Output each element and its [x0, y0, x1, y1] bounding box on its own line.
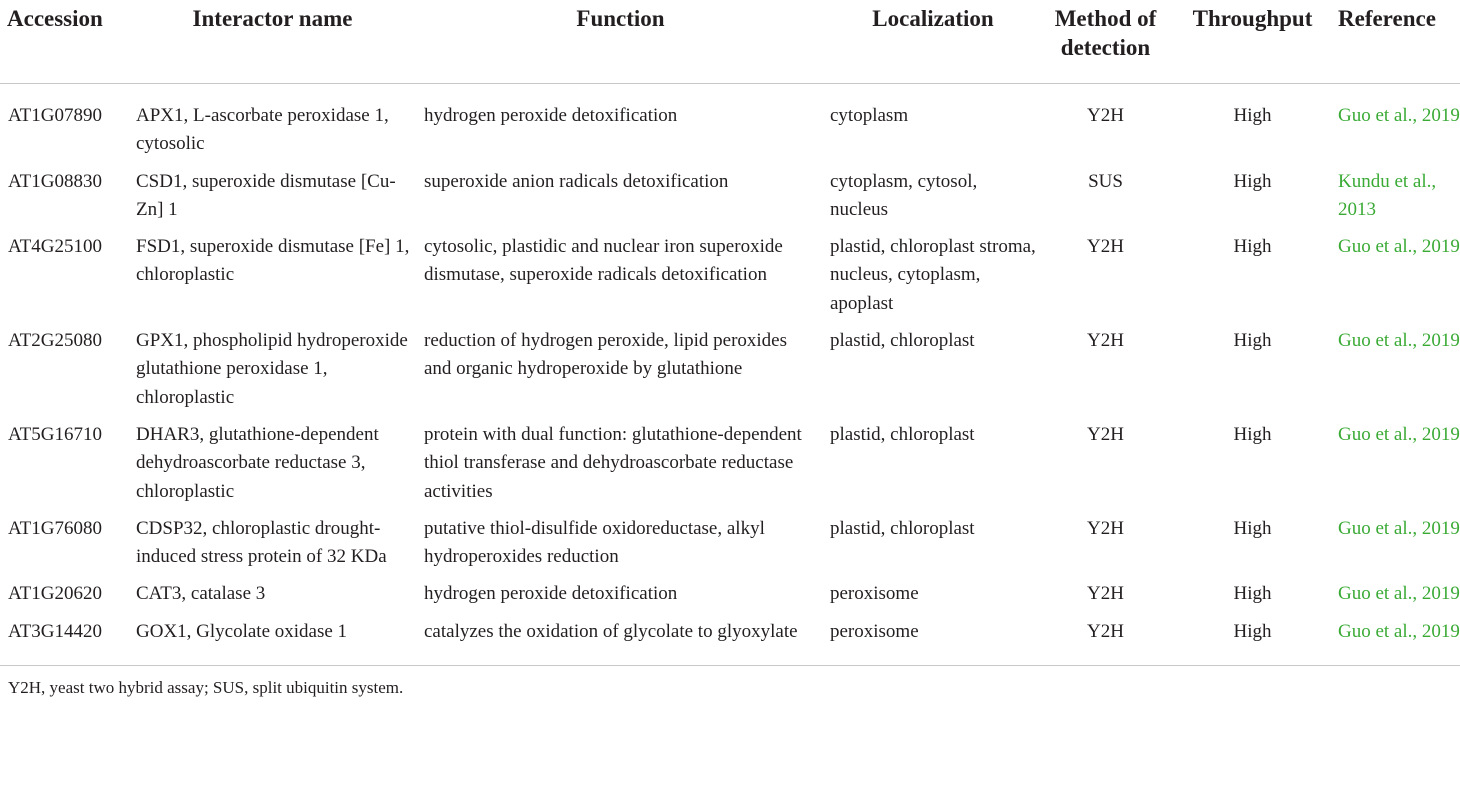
cell-accession: AT2G25080 [8, 330, 102, 352]
footnote-row [0, 666, 1460, 701]
cell-accession: AT5G16710 [8, 423, 102, 445]
cell-interactor-name: APX1, L-ascorbate peroxidase 1, cytosolic [136, 105, 389, 155]
cell-function: putative thiol-disulfide oxidoreductase, alkyl hydroperoxides reduction [424, 517, 765, 568]
cell-interactor-name: CSD1, superoxide dismutase [Cu-Zn] 1 [136, 170, 396, 220]
cell-interactor-name: GOX1, Glycolate oxidase 1 [128, 618, 417, 666]
cell-method: Y2H [1042, 618, 1169, 666]
cell-method: Y2H [1087, 105, 1124, 126]
cell-localization: plastid, chloroplast [830, 423, 975, 445]
reference-link[interactable]: Kundu et al., 2013 [1338, 170, 1437, 220]
cell-localization: peroxisome [824, 618, 1042, 666]
cell-accession: AT1G20620 [8, 583, 102, 605]
cell-localization: plastid, chloroplast [830, 330, 975, 352]
cell-function: hydrogen peroxide detoxification [424, 583, 678, 605]
header-throughput: Throughput [1169, 0, 1336, 84]
cell-function: cytosolic, plastidic and nuclear iron superoxide dismutase, superoxide radicals detoxification [424, 236, 783, 286]
cell-localization: cytoplasm [830, 105, 909, 126]
cell-accession: AT4G25100 [8, 236, 102, 258]
reference-link[interactable]: Guo et al., 2019 [1338, 583, 1460, 605]
table-row [0, 580, 1460, 617]
header-function: Function [417, 0, 824, 84]
header-accession: Accession [0, 0, 128, 84]
cell-function: hydrogen peroxide detoxification [424, 105, 678, 126]
cell-function: reduction of hydrogen peroxide, lipid peroxides and organic hydroperoxide by glutathione [424, 330, 788, 380]
cell-localization: peroxisome [830, 583, 919, 605]
table-row [0, 233, 1460, 327]
reference-link[interactable]: Guo et al., 2019 [1338, 330, 1460, 352]
cell-interactor-name: CAT3, catalase 3 [136, 583, 266, 605]
cell-localization: plastid, chloroplast [830, 517, 975, 539]
table-header [0, 0, 1460, 84]
table-footnote: Y2H, yeast two hybrid assay; SUS, split ubiquitin system. [8, 678, 404, 698]
cell-throughput: High [1233, 423, 1272, 445]
header-method-of-detection: Method of detection [1042, 0, 1169, 84]
cell-function: protein with dual function: glutathione-dependent thiol transferase and dehydroascorbate reductase activities [424, 423, 802, 502]
reference-link[interactable]: Guo et al., 2019 [1338, 517, 1460, 539]
cell-interactor-name: DHAR3, glutathione-dependent dehydroascorbate reductase 3, chloroplastic [136, 423, 379, 502]
cell-accession: AT1G76080 [8, 517, 102, 539]
cell-localization: plastid, chloroplast stroma, nucleus, cytoplasm, apoplast [830, 236, 1036, 314]
cell-throughput: High [1233, 583, 1272, 605]
cell-function: catalyzes the oxidation of glycolate to glyoxylate [417, 618, 824, 666]
cell-throughput: High [1233, 517, 1272, 539]
cell-method: Y2H [1087, 517, 1124, 539]
cell-interactor-name: FSD1, superoxide dismutase [Fe] 1, chloroplastic [136, 236, 410, 286]
cell-throughput: High [1233, 170, 1272, 192]
header-interactor-name: Interactor name [128, 0, 417, 84]
cell-accession: AT3G14420 [0, 618, 128, 666]
table-row [0, 515, 1460, 581]
header-reference: Reference [1336, 0, 1460, 84]
reference-link[interactable]: Guo et al., 2019 [1338, 423, 1460, 445]
cell-method: Y2H [1087, 236, 1124, 258]
cell-method: Y2H [1087, 583, 1124, 605]
table-row [0, 618, 1460, 666]
cell-throughput: High [1233, 330, 1272, 352]
cell-method: Y2H [1087, 423, 1124, 445]
cell-method: Y2H [1087, 330, 1124, 352]
cell-localization: cytoplasm, cytosol, nucleus [830, 170, 978, 220]
cell-accession: AT1G08830 [8, 170, 102, 192]
cell-interactor-name: CDSP32, chloroplastic drought-induced stress protein of 32 KDa [136, 517, 387, 568]
cell-function: superoxide anion radicals detoxification [424, 170, 729, 192]
cell-throughput: High [1169, 618, 1336, 666]
reference-link[interactable]: Guo et al., 2019 [1338, 105, 1460, 126]
cell-interactor-name: GPX1, phospholipid hydroperoxide glutathione peroxidase 1, chloroplastic [136, 330, 408, 408]
cell-throughput: High [1233, 105, 1272, 126]
header-row [0, 0, 1460, 84]
cell-accession: AT1G07890 [8, 105, 102, 126]
table-row [0, 327, 1460, 421]
table-footer [0, 666, 1460, 701]
header-localization: Localization [824, 0, 1042, 84]
table-body [0, 84, 1460, 666]
table-row [0, 421, 1460, 515]
cell-throughput: High [1233, 236, 1272, 258]
table-row [0, 84, 1460, 168]
reference-link[interactable]: Guo et al., 2019 [1336, 618, 1460, 666]
cell-method: SUS [1088, 170, 1123, 192]
reference-link[interactable]: Guo et al., 2019 [1338, 236, 1460, 258]
table-row [0, 168, 1460, 234]
